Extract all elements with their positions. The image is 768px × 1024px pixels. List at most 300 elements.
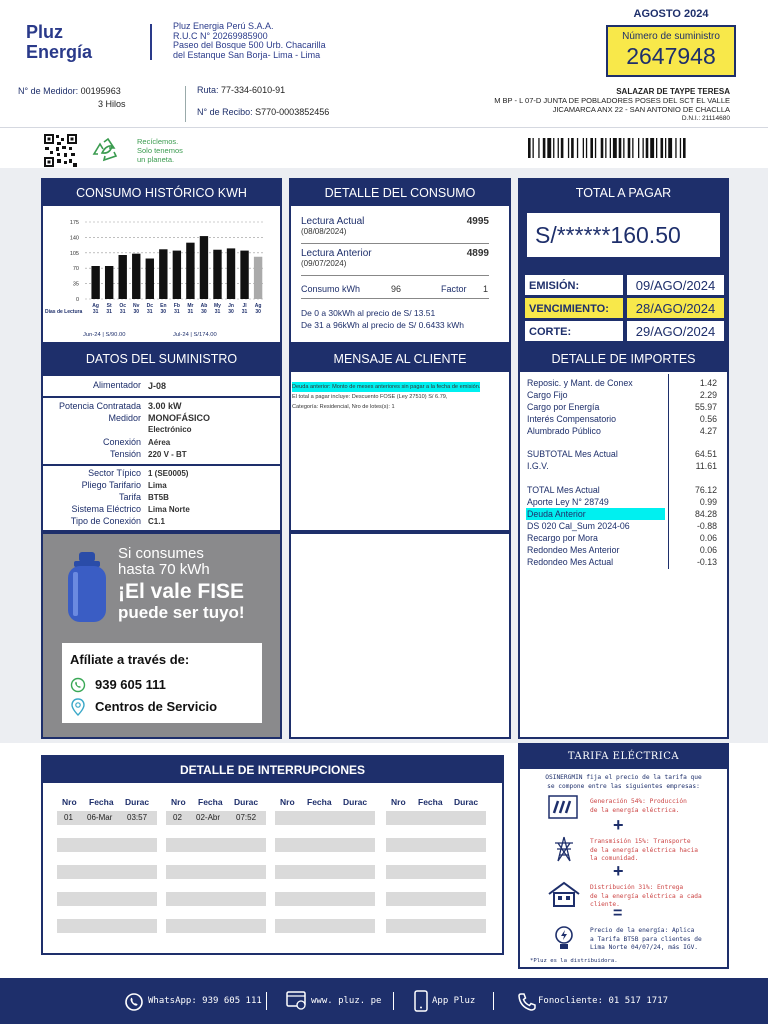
fise-centers: Centros de Servicio [95, 699, 218, 714]
pliego-value: Lima [148, 481, 167, 490]
fise-contact-box [62, 643, 262, 723]
importes-title: DETALLE DE IMPORTES [520, 346, 727, 372]
charge-label: Interés Compensatorio [527, 414, 616, 424]
charge-value: 0.56 [699, 414, 717, 424]
company-name: Pluz Energia Perú S.A.A. [173, 21, 274, 31]
barcode-bar [586, 138, 587, 158]
table-cell: 01 [64, 813, 73, 822]
history-bar [91, 266, 99, 299]
mensaje-title: MENSAJE AL CLIENTE [291, 346, 509, 372]
whatsapp-icon [70, 677, 86, 693]
generation-text [590, 798, 687, 815]
logo-divider [150, 24, 152, 60]
vencimiento-label: VENCIMIENTO: [524, 297, 624, 319]
tariff-panel [518, 743, 729, 969]
barcode-bar [661, 138, 664, 158]
distribution-line3: cliente. [590, 901, 620, 908]
barcode-bar [583, 138, 584, 158]
table-row [275, 919, 375, 933]
house-icon [547, 881, 581, 907]
table-row [166, 919, 266, 933]
x-tick-month: Mr [187, 303, 194, 309]
current-reading-value: 4995 [466, 216, 489, 227]
barcode-bar [675, 138, 676, 158]
current-reading-date: (08/08/2024) [301, 227, 347, 236]
table-cell: 06-Mar [87, 813, 113, 822]
x-tick-days: 31 [119, 309, 126, 315]
history-footer2: Jul-24 | S/174.00 [173, 332, 217, 338]
consumo-kwh-label: Consumo kWh [301, 284, 361, 294]
table-row [166, 838, 266, 852]
column-header: Nro [391, 797, 406, 807]
current-reading-label: Lectura Actual [301, 216, 365, 227]
y-tick-label: 0 [75, 297, 79, 303]
message-line1: Deuda anterior: Monto de meses anteriores sin pagar a la fecha de emisión. [292, 384, 481, 390]
barcode-bar [568, 138, 569, 158]
x-tick-days: 31 [92, 309, 99, 315]
barcode [528, 138, 724, 158]
charge-row [527, 377, 717, 389]
datos-block1 [43, 376, 280, 396]
charge-value: 0.99 [699, 497, 717, 507]
barcode-bar [683, 138, 686, 158]
receipt-info [197, 107, 329, 117]
table-row [275, 838, 375, 852]
divider [301, 298, 489, 299]
tarifa-intro1: OSINERGMIN fija el precio de la tarifa que [545, 774, 702, 781]
x-tick-month: My [214, 303, 221, 309]
x-tick-days: 30 [160, 309, 167, 315]
barcode-bar [561, 138, 564, 158]
history-bar [173, 251, 181, 299]
column-header: Fecha [307, 797, 332, 807]
history-bar [186, 243, 194, 299]
footer-fonocliente[interactable]: Fonocliente: 01 517 1717 [538, 996, 669, 1006]
footer-app[interactable]: App Pluz [432, 996, 476, 1006]
charge-row [527, 413, 717, 425]
transmission-text [590, 838, 698, 864]
charge-value: 0.06 [699, 545, 717, 555]
supply-number: 2647948 [626, 43, 716, 69]
supply-number-box [606, 25, 736, 77]
history-footer1: Jun-24 | S/90.00 [83, 332, 126, 338]
barcode-bar [638, 138, 639, 158]
charge-row [527, 460, 717, 472]
alimentador-label: Alimentador [92, 380, 141, 390]
barcode-bar [646, 138, 649, 158]
interruptions-panel [41, 755, 504, 955]
footer-whatsapp[interactable]: WhatsApp: 939 605 111 [148, 996, 262, 1006]
charge-label: Cargo por Energía [527, 402, 600, 412]
tarifa-label: Tarifa [118, 492, 141, 502]
history-bar [159, 249, 167, 299]
x-tick-month: Jl [242, 303, 247, 309]
x-tick-month: Nv [133, 303, 140, 309]
previous-reading-value: 4899 [466, 248, 489, 259]
fise-promo-panel [41, 532, 282, 739]
x-tick-days: 30 [255, 309, 261, 315]
x-tick-month: Oc [119, 303, 127, 309]
barcode-bar [543, 138, 546, 158]
column-header: Fecha [89, 797, 114, 807]
sistema-value: Lima Norte [148, 505, 190, 514]
recycle-line3: un planeta. [137, 155, 175, 164]
days-label: Días de Lectura [45, 309, 83, 315]
recycle-icon [90, 134, 122, 166]
barcode-bar [650, 138, 654, 158]
datos-title: DATOS DEL SUMINISTRO [43, 346, 280, 372]
table-row [166, 892, 266, 906]
x-tick-days: 31 [241, 309, 248, 315]
history-bar [200, 236, 208, 299]
route-label: Ruta: [197, 85, 219, 95]
footer-bar [0, 978, 768, 1024]
x-tick-days: 31 [147, 309, 153, 315]
factor-label: Factor [441, 284, 467, 294]
previous-reading-date: (09/07/2024) [301, 259, 347, 268]
transmission-tower-icon [552, 835, 576, 863]
footer-divider [493, 992, 494, 1010]
potencia-label: Potencia Contratada [58, 401, 141, 411]
equals-sign: = [613, 905, 623, 922]
footer-divider [266, 992, 267, 1010]
barcode-bar [533, 138, 534, 158]
history-panel [41, 178, 282, 344]
x-tick-days: 30 [133, 309, 140, 315]
pluz-logo [26, 22, 92, 62]
transmission-line2: de la energía eléctrica hacia [590, 846, 699, 854]
x-tick-month: En [160, 303, 167, 309]
charge-row [527, 425, 717, 437]
current-reading [301, 216, 489, 236]
plus-sign-2: + [613, 861, 624, 881]
column-header: Fecha [198, 797, 223, 807]
footer-web[interactable]: www. pluz. pe [311, 996, 382, 1006]
charge-label: Aporte Ley N° 28749 [527, 497, 609, 507]
charge-row [527, 448, 717, 460]
barcode-bar [590, 138, 593, 158]
charge-value: 11.61 [695, 461, 717, 471]
charge-row [527, 484, 717, 496]
blank-panel [289, 532, 511, 739]
charge-value: 84.28 [694, 509, 717, 519]
y-tick-label: 70 [72, 266, 79, 273]
tension-label: Tensión [109, 449, 141, 459]
wires: 3 Hilos [98, 99, 126, 109]
tarifa-title: TARIFA ELÉCTRICA [520, 745, 727, 769]
client-dni: D.N.I.: 21114680 [681, 115, 730, 122]
billing-period: AGOSTO 2024 [633, 8, 709, 20]
client-address2: JICAMARCA ANX 22 - SAN ANTONIO DE CHACLLA [552, 105, 730, 114]
fise-line2: hasta 70 kWh [118, 561, 210, 578]
barcode-bar [571, 138, 574, 158]
y-tick-label: 35 [72, 281, 79, 288]
recycle-line2: Solo tenemos [137, 146, 183, 155]
tarifa-value: BT5B [148, 493, 169, 502]
price-line3: Lima Norte 04/07/24, más IGV. [590, 944, 699, 951]
logo-line1: Pluz [26, 22, 64, 42]
generation-icon [548, 795, 578, 819]
receipt-value: S770-0003852456 [255, 107, 330, 117]
barcode-bar [665, 138, 666, 158]
distribution-line1: Distribución 31%: Entrega [590, 884, 684, 891]
company-info [173, 22, 326, 60]
distribution-line2: de la energía eléctrica a cada [590, 892, 702, 900]
charge-label: Redondeo Mes Anterior [527, 545, 620, 555]
table-row [386, 811, 486, 825]
tarifa-intro2: se compone entre las siguientes empresas: [547, 783, 700, 790]
route-info [197, 85, 285, 95]
table-row [166, 865, 266, 879]
fise-line3: ¡El vale FISE [118, 580, 245, 603]
charge-label: Recargo por Mora [527, 533, 598, 543]
charge-row [527, 532, 717, 544]
x-tick-month: Dc [146, 303, 153, 309]
phone-app-icon [414, 990, 428, 1012]
charge-label: Reposic. y Mant. de Conex [527, 378, 633, 388]
corte-value: 29/AGO/2024 [626, 320, 725, 342]
logo-line2: Energía [26, 42, 93, 62]
rate-line2: De 31 a 96kWh al precio de S/ 0.6433 kWh [301, 320, 465, 330]
history-bar [240, 251, 248, 299]
barcode-bar [558, 138, 559, 158]
total-amount: S/******160.50 [526, 212, 721, 258]
history-bar [227, 248, 235, 299]
location-pin-icon [70, 698, 86, 716]
footer-divider [393, 992, 394, 1010]
tension-value: 220 V - BT [148, 450, 187, 459]
table-row [57, 838, 157, 852]
tipo-conexion-label: Tipo de Conexión [70, 516, 141, 526]
y-tick-label: 175 [69, 220, 79, 226]
history-bar [132, 254, 140, 299]
charge-value: 0.06 [699, 533, 717, 543]
x-tick-month: Ag [254, 303, 262, 309]
barcode-bar [668, 138, 672, 158]
barcode-bar [623, 138, 624, 158]
meter-label: N° de Medidor: [18, 86, 79, 96]
charge-row [527, 496, 717, 508]
price-line1: Precio de la energía: Aplica [590, 927, 695, 934]
customer-message-panel [289, 344, 511, 532]
charges-detail-panel [518, 344, 729, 739]
barcode-bar [643, 138, 644, 158]
divider [301, 275, 489, 276]
table-row [386, 892, 486, 906]
divider [301, 243, 489, 244]
qr-code-icon [44, 134, 77, 167]
history-chart [43, 206, 280, 342]
x-tick-days: 31 [106, 309, 112, 315]
rate-info [301, 307, 464, 331]
meter-value: 00195963 [80, 86, 121, 96]
charge-label: Cargo Fijo [527, 390, 568, 400]
tipo-conexion-value: C1.1 [148, 517, 165, 526]
charge-row [527, 401, 717, 413]
x-tick-month: Jn [228, 303, 234, 309]
consumption-detail-panel [289, 178, 511, 344]
transmission-line3: la comunidad. [590, 855, 639, 862]
price-line2: a Tarifa BT5B para clientes de [590, 935, 702, 943]
barcode-bar [538, 138, 539, 158]
column-header: Durac [454, 797, 479, 807]
charge-label: SUBTOTAL Mes Actual [527, 449, 618, 459]
history-bar [146, 259, 154, 299]
column-header: Nro [171, 797, 186, 807]
barcode-bar [528, 138, 531, 158]
table-row [275, 811, 375, 825]
corte-row [524, 320, 725, 342]
total-panel [518, 178, 729, 344]
client-address1: M BP - L 07-D JUNTA DE POBLADORES POSES DEL SCT EL VALLE [494, 96, 730, 105]
sector-label: Sector Típico [88, 468, 141, 478]
barcode-bar [632, 138, 633, 158]
interruptions-title: DETALLE DE INTERRUPCIONES [43, 757, 502, 783]
fise-affil: Afíliate a través de: [70, 652, 190, 667]
x-tick-month: Fb [173, 303, 180, 309]
charge-value: -0.88 [696, 521, 717, 531]
barcode-bar [628, 138, 631, 158]
history-bar [119, 255, 127, 299]
price-text [590, 927, 702, 953]
y-tick-label: 140 [69, 235, 79, 242]
x-tick-days: 31 [174, 309, 180, 315]
fise-line4: puede ser tuyo! [118, 603, 245, 622]
charge-label: DS 020 Cal_Sum 2024-06 [527, 521, 630, 531]
medidor-label: Medidor [108, 413, 141, 423]
table-cell: 07:52 [236, 813, 257, 822]
table-row [275, 865, 375, 879]
sistema-label: Sistema Eléctrico [71, 504, 141, 514]
x-tick-days: 31 [214, 309, 221, 315]
rate-line1: De 0 a 30kWh al precio de S/ 13.51 [301, 308, 436, 318]
conexion-label: Conexión [102, 437, 141, 447]
column-header: Durac [234, 797, 259, 807]
barcode-bar [619, 138, 622, 158]
charge-row [527, 520, 717, 532]
table-row [386, 865, 486, 879]
history-bar [213, 250, 221, 299]
charge-row [527, 556, 717, 568]
x-tick-days: 30 [228, 309, 234, 315]
consumo-kwh-value: 96 [391, 284, 402, 294]
corte-label: CORTE: [524, 320, 624, 342]
divider [185, 86, 186, 122]
recycle-line1: Recíclemos. [137, 137, 179, 146]
gas-cylinder-icon [65, 550, 109, 624]
table-row [386, 919, 486, 933]
table-row [57, 919, 157, 933]
message-line3: Categoría: Residencial, Nro de lotes(s): 1 [292, 404, 395, 410]
company-ruc: R.U.C N° 20269985900 [173, 30, 268, 41]
barcode-bar [656, 138, 657, 158]
datos-block3 [43, 466, 280, 530]
charge-label: Redondeo Mes Actual [527, 557, 614, 567]
table-row [386, 838, 486, 852]
datos-block2 [43, 398, 280, 464]
emision-value: 09/AGO/2024 [626, 274, 725, 296]
charge-label: I.G.V. [527, 461, 549, 471]
charge-value: 2.29 [699, 390, 717, 400]
meter-info [18, 85, 126, 111]
distributor-note: *Pluz es la distribuidora. [530, 958, 618, 964]
charge-value: 55.97 [694, 402, 717, 412]
column-header: Nro [62, 797, 77, 807]
barcode-bar [613, 138, 617, 158]
whatsapp-icon [124, 992, 144, 1012]
client-info [494, 87, 730, 123]
medidor-value1: MONOFÁSICO [148, 413, 210, 423]
plus-sign-1: + [613, 815, 624, 835]
barcode-bar [610, 138, 611, 158]
previous-reading [301, 248, 489, 268]
charge-row [527, 389, 717, 401]
charge-row [527, 544, 717, 556]
barcode-bar [601, 138, 604, 158]
history-bar [105, 266, 113, 299]
column-header: Durac [125, 797, 150, 807]
barcode-bar [547, 138, 551, 158]
alimentador-value: J-08 [148, 381, 167, 391]
barcode-bar [577, 138, 578, 158]
charge-label: Deuda Anterior [527, 509, 586, 519]
charge-label: TOTAL Mes Actual [527, 485, 600, 495]
previous-reading-label: Lectura Anterior [301, 248, 372, 259]
barcode-bar [605, 138, 606, 158]
fise-line1: Si consumes [118, 545, 204, 562]
web-icon [286, 991, 308, 1011]
table-row [57, 865, 157, 879]
distribution-text [590, 884, 702, 910]
fise-phone: 939 605 111 [95, 677, 166, 692]
column-header: Fecha [418, 797, 443, 807]
charge-label: Alumbrado Público [527, 426, 601, 436]
generation-line2: de la energía eléctrica. [590, 806, 680, 814]
charge-value: 64.51 [694, 449, 717, 459]
phone-icon [517, 992, 537, 1012]
column-header: Durac [343, 797, 368, 807]
vencimiento-row [524, 297, 725, 319]
y-tick-label: 105 [69, 250, 79, 257]
barcode-bar [680, 138, 681, 158]
message-text [292, 382, 508, 412]
client-name: SALAZAR DE TAYPE TERESA [616, 87, 730, 96]
company-address1: Paseo del Bosque 500 Urb. Chacarilla [173, 40, 326, 50]
fise-text [118, 546, 245, 622]
x-tick-days: 30 [201, 309, 207, 315]
supply-label: Número de suministro [622, 31, 720, 42]
transmission-line1: Transmisión 15%: Transporte [590, 838, 691, 845]
detail-title: DETALLE DEL CONSUMO [291, 180, 509, 206]
factor-value: 1 [483, 284, 489, 294]
column-header: Nro [280, 797, 295, 807]
charge-value: -0.13 [696, 557, 717, 567]
medidor-value2: Electrónico [148, 425, 192, 434]
company-address2: del Estanque San Borja- Lima - Lima [173, 49, 321, 60]
potencia-value: 3.00 kW [148, 401, 182, 411]
generation-line1: Generación 54%: Producción [590, 798, 687, 805]
emision-row [524, 274, 725, 296]
supply-data-panel [41, 344, 282, 532]
table-cell: 02 [173, 813, 182, 822]
conexion-value: Aérea [148, 438, 171, 447]
history-title: CONSUMO HISTÓRICO KWH [43, 180, 280, 206]
charge-row [527, 508, 717, 520]
message-line2: El total a pagar incluye: Descuento FOSE (Ley 27510) S/ 6.79, [292, 394, 448, 400]
charge-value: 1.42 [699, 378, 717, 388]
table-row [57, 892, 157, 906]
x-tick-month: Ab [200, 303, 208, 309]
